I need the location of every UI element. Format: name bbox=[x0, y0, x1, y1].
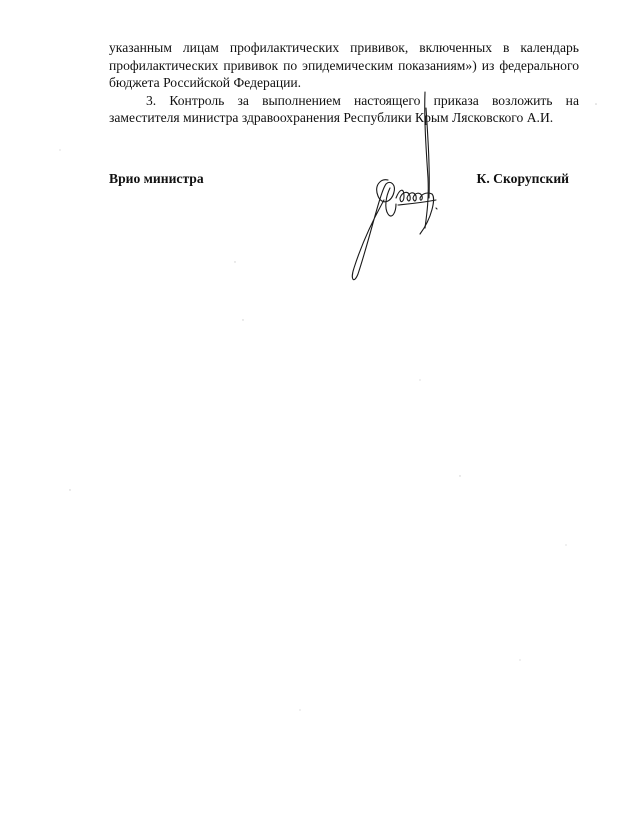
paragraph-continued: указанным лицам профилактических прививок, включенных в календарь профилактических прививок по эпидемическим показаниям») из федерального бюджета Российской Федерации. bbox=[109, 40, 579, 90]
signatory-name: К. Скорупский bbox=[476, 171, 569, 186]
paragraph-3: 3. Контроль за выполнением настоящего приказа возложить на заместителя министра здравоохранения Республики Крым Лясковского А.И. bbox=[109, 92, 579, 125]
signature-dot bbox=[436, 208, 437, 209]
signature-underline bbox=[398, 200, 436, 205]
signature-letters bbox=[396, 190, 432, 201]
signatory-title: Врио министра bbox=[109, 171, 204, 186]
signature-main-loop bbox=[352, 180, 394, 280]
signature-row bbox=[109, 171, 569, 191]
